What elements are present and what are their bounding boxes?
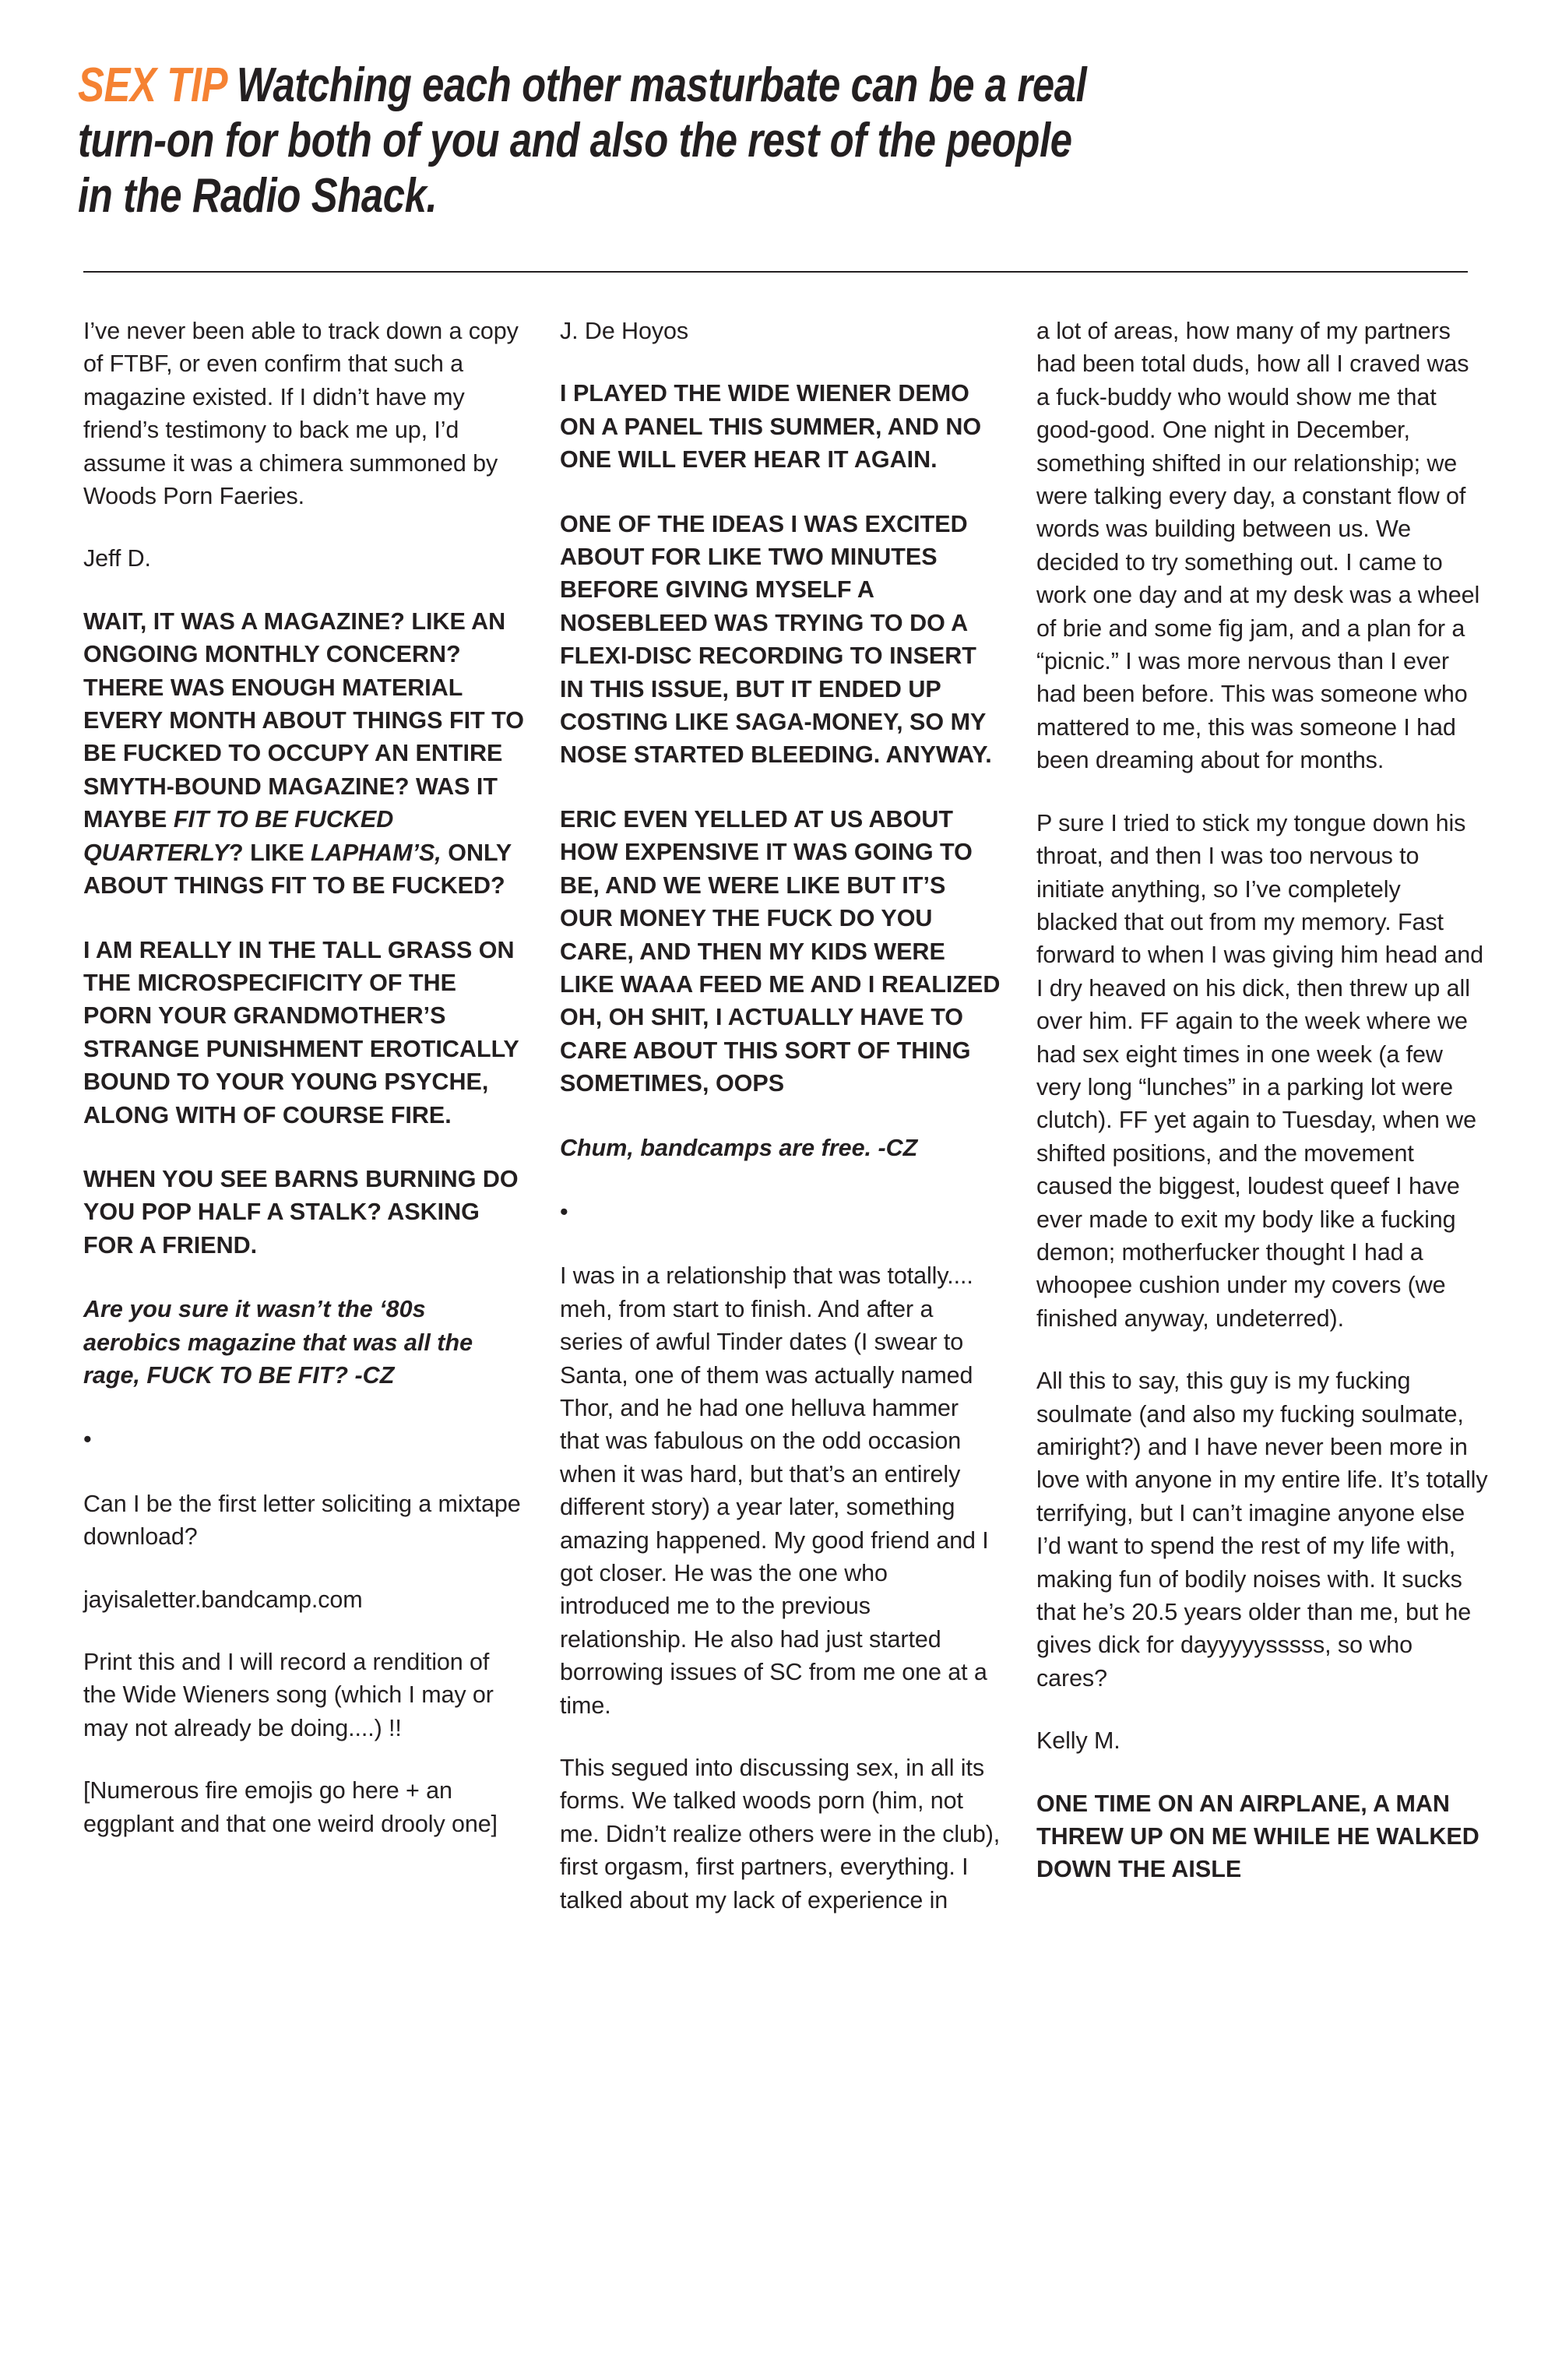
letter-paragraph: I’ve never been able to track down a copy of FTBF, or even confirm that such a magazine existed. If I didn’t have my friend’s testimony to back me up, I’d assume it was a chimera summoned by Woods Porn Faeries. (83, 318, 519, 510)
letter-paragraph: All this to say, this guy is my fucking soulmate (and also my fucking soulmate, amiright?) and I have never been more in love with anyone in my entire life. It’s totally terrifying, but I can’t imagine anyone else I’d want to spend the rest of my life with, making fun of bodily noises with. It sucks that he’s 20.5 years older than me, but he gives dick for dayyyyysssss, so who cares? (1036, 1368, 1488, 1692)
shout-italic-title-1: FIT TO BE FUCKED QUARTERLY (83, 806, 394, 866)
letter-paragraph: P sure I tried to stick my tongue down his throat, and then I was too nervous to initiate anything, so I’ve completely blacked that out from my memory. Fast forward to when I was giving him head and I dry heaved on his dick, then threw up all over him. FF again to the week where we had sex eight times in one week (a few very long “lunches” in a parking lot were clutch). FF yet again to Tuesday, when we shifted positions, and the movement caused the biggest, loudest queef I have ever made to exit my body like a fucking demon; motherfucker thought I had a whoopee cushion under my covers (we finished anyway, undeterred). (1036, 809, 1484, 1332)
shout-text-a: WAIT, IT WAS A MAGAZINE? LIKE AN ONGOING MONTHLY CONCERN? THERE WAS ENOUGH MATERIAL EVERY MONTH ABOUT THINGS FIT TO BE FUCKED TO OCCUPY AN ENTIRE SMYTH-BOUND MAGAZINE? WAS IT MAYBE (83, 607, 524, 833)
letter-signature: Kelly M. (1036, 1727, 1121, 1755)
reply-italic-title: FUCK TO BE FIT? (146, 1361, 349, 1389)
editor-shout-paragraph: ERIC EVEN YELLED AT US ABOUT HOW EXPENSIVE IT WAS GOING TO BE, AND WE WERE LIKE BUT IT’S OUR MONEY THE FUCK DO YOU CARE, AND THEN MY KIDS WERE LIKE WAAA FEED ME AND I REALIZED OH, OH SHIT, I ACTUALLY HAVE TO CARE ABOUT THIS SORT OF THING SOMETIMES, OOPS (560, 805, 1001, 1097)
editor-shout-paragraph: I AM REALLY IN THE TALL GRASS ON THE MICROSPECIFICITY OF THE PORN YOUR GRANDMOTHER’S STRANGE PUNISHMENT EROTICALLY BOUND TO YOUR YOUNG PSYCHE, ALONG WITH OF COURSE FIRE. (83, 936, 519, 1128)
header-line-2: turn-on for both of you and also the rest of the people (78, 114, 1072, 167)
header-divider (83, 271, 1468, 273)
letter-signature: J. De Hoyos (560, 318, 689, 344)
page-header (78, 58, 1472, 224)
letter-paragraph: This segued into discussing sex, in all its forms. We talked woods porn (him, not me. Didn’t realize others were in the club), first orgasm, first partners, everything. I talked about my lack of experience in (560, 1755, 1001, 1914)
sex-tip-kicker: SEX TIP (78, 58, 227, 112)
letter-paragraph: a lot of areas, how many of my partners had been total duds, how all I craved was a fuck-buddy who would show me that good-good. One night in December, something shifted in our relationship; we were talking every day, a constant flow of words was building between us. We decided to try something out. I came to work one day and at my desk was a wheel of brie and some fig jam, and a plan for a “picnic.” I was more nervous than I ever had been before. This was someone who mattered to me, this was someone I had been dreaming about for months. (1036, 318, 1480, 774)
columns-container (83, 315, 1488, 1946)
letter-paragraph: Print this and I will record a rendition of the Wide Wieners song (which I may or may not already be doing....) !! (83, 1649, 494, 1741)
shout-text-c: ONLY ABOUT THINGS FIT TO BE FUCKED? (83, 839, 512, 900)
editor-shout-paragraph: I PLAYED THE WIDE WIENER DEMO ON A PANEL THIS SUMMER, AND NO ONE WILL EVER HEAR IT AGAIN. (560, 380, 982, 474)
header-line-3: in the Radio Shack. (78, 169, 438, 223)
editor-shout-paragraph: ONE TIME ON AN AIRPLANE, A MAN THREW UP ON ME WHILE HE WALKED DOWN THE AISLE (1036, 1790, 1479, 1883)
header-line-1-text: Watching each other masturbate can be a real (226, 58, 1087, 112)
editor-shout-paragraph (83, 605, 524, 903)
editor-shout-paragraph: ONE OF THE IDEAS I WAS EXCITED ABOUT FOR LIKE TWO MINUTES BEFORE GIVING MYSELF A NOSEBLEED WAS TRYING TO DO A FLEXI-DISC RECORDING TO INSERT IN THIS ISSUE, BUT IT ENDED UP COSTING LIKE SAGA-MONEY, SO MY NOSE STARTED BLEEDING. ANYWAY. (560, 510, 992, 769)
letter-paragraph: Can I be the first letter soliciting a mixtape download? (83, 1490, 521, 1551)
reply-text-a: Are you sure it wasn’t the ‘80s aerobics magazine that was all the rage, (83, 1296, 473, 1389)
editor-reply-paragraph: Chum, bandcamps are free. -CZ (560, 1134, 918, 1161)
header-line-1 (78, 58, 1221, 113)
bandcamp-link-text[interactable]: jayisaletter.bandcamp.com (83, 1586, 363, 1613)
letter-paragraph: I was in a relationship that was totally.... meh, from start to finish. And after a series of awful Tinder dates (I swear to Santa, one of them was actually named Thor, and he had one helluva hammer that was fabulous on the odd occasion when it was hard, but that’s an entirely different story) a year later, something amazing happened. My good friend and I got closer. He was the one who introduced me to the previous relationship. He also had just started borrowing issues of SC from me one at a time. (560, 1262, 989, 1719)
editor-shout-paragraph: WHEN YOU SEE BARNS BURNING DO YOU POP HALF A STALK? ASKING FOR A FRIEND. (83, 1165, 519, 1259)
editor-reply-paragraph (83, 1293, 524, 1392)
column-1 (83, 315, 524, 1946)
shout-text-b: ? LIKE (228, 839, 311, 866)
column-3 (1036, 315, 1488, 1946)
section-bullet-separator: • (83, 1426, 92, 1453)
column-2 (560, 315, 1001, 1946)
reply-initials: -CZ (348, 1361, 395, 1389)
letter-paragraph: [Numerous fire emojis go here + an eggplant and that one weird drooly one] (83, 1777, 498, 1837)
letter-signature: Jeff D. (83, 545, 151, 572)
section-bullet-separator: • (560, 1198, 568, 1225)
shout-italic-title-2: LAPHAM’S, (311, 839, 442, 866)
